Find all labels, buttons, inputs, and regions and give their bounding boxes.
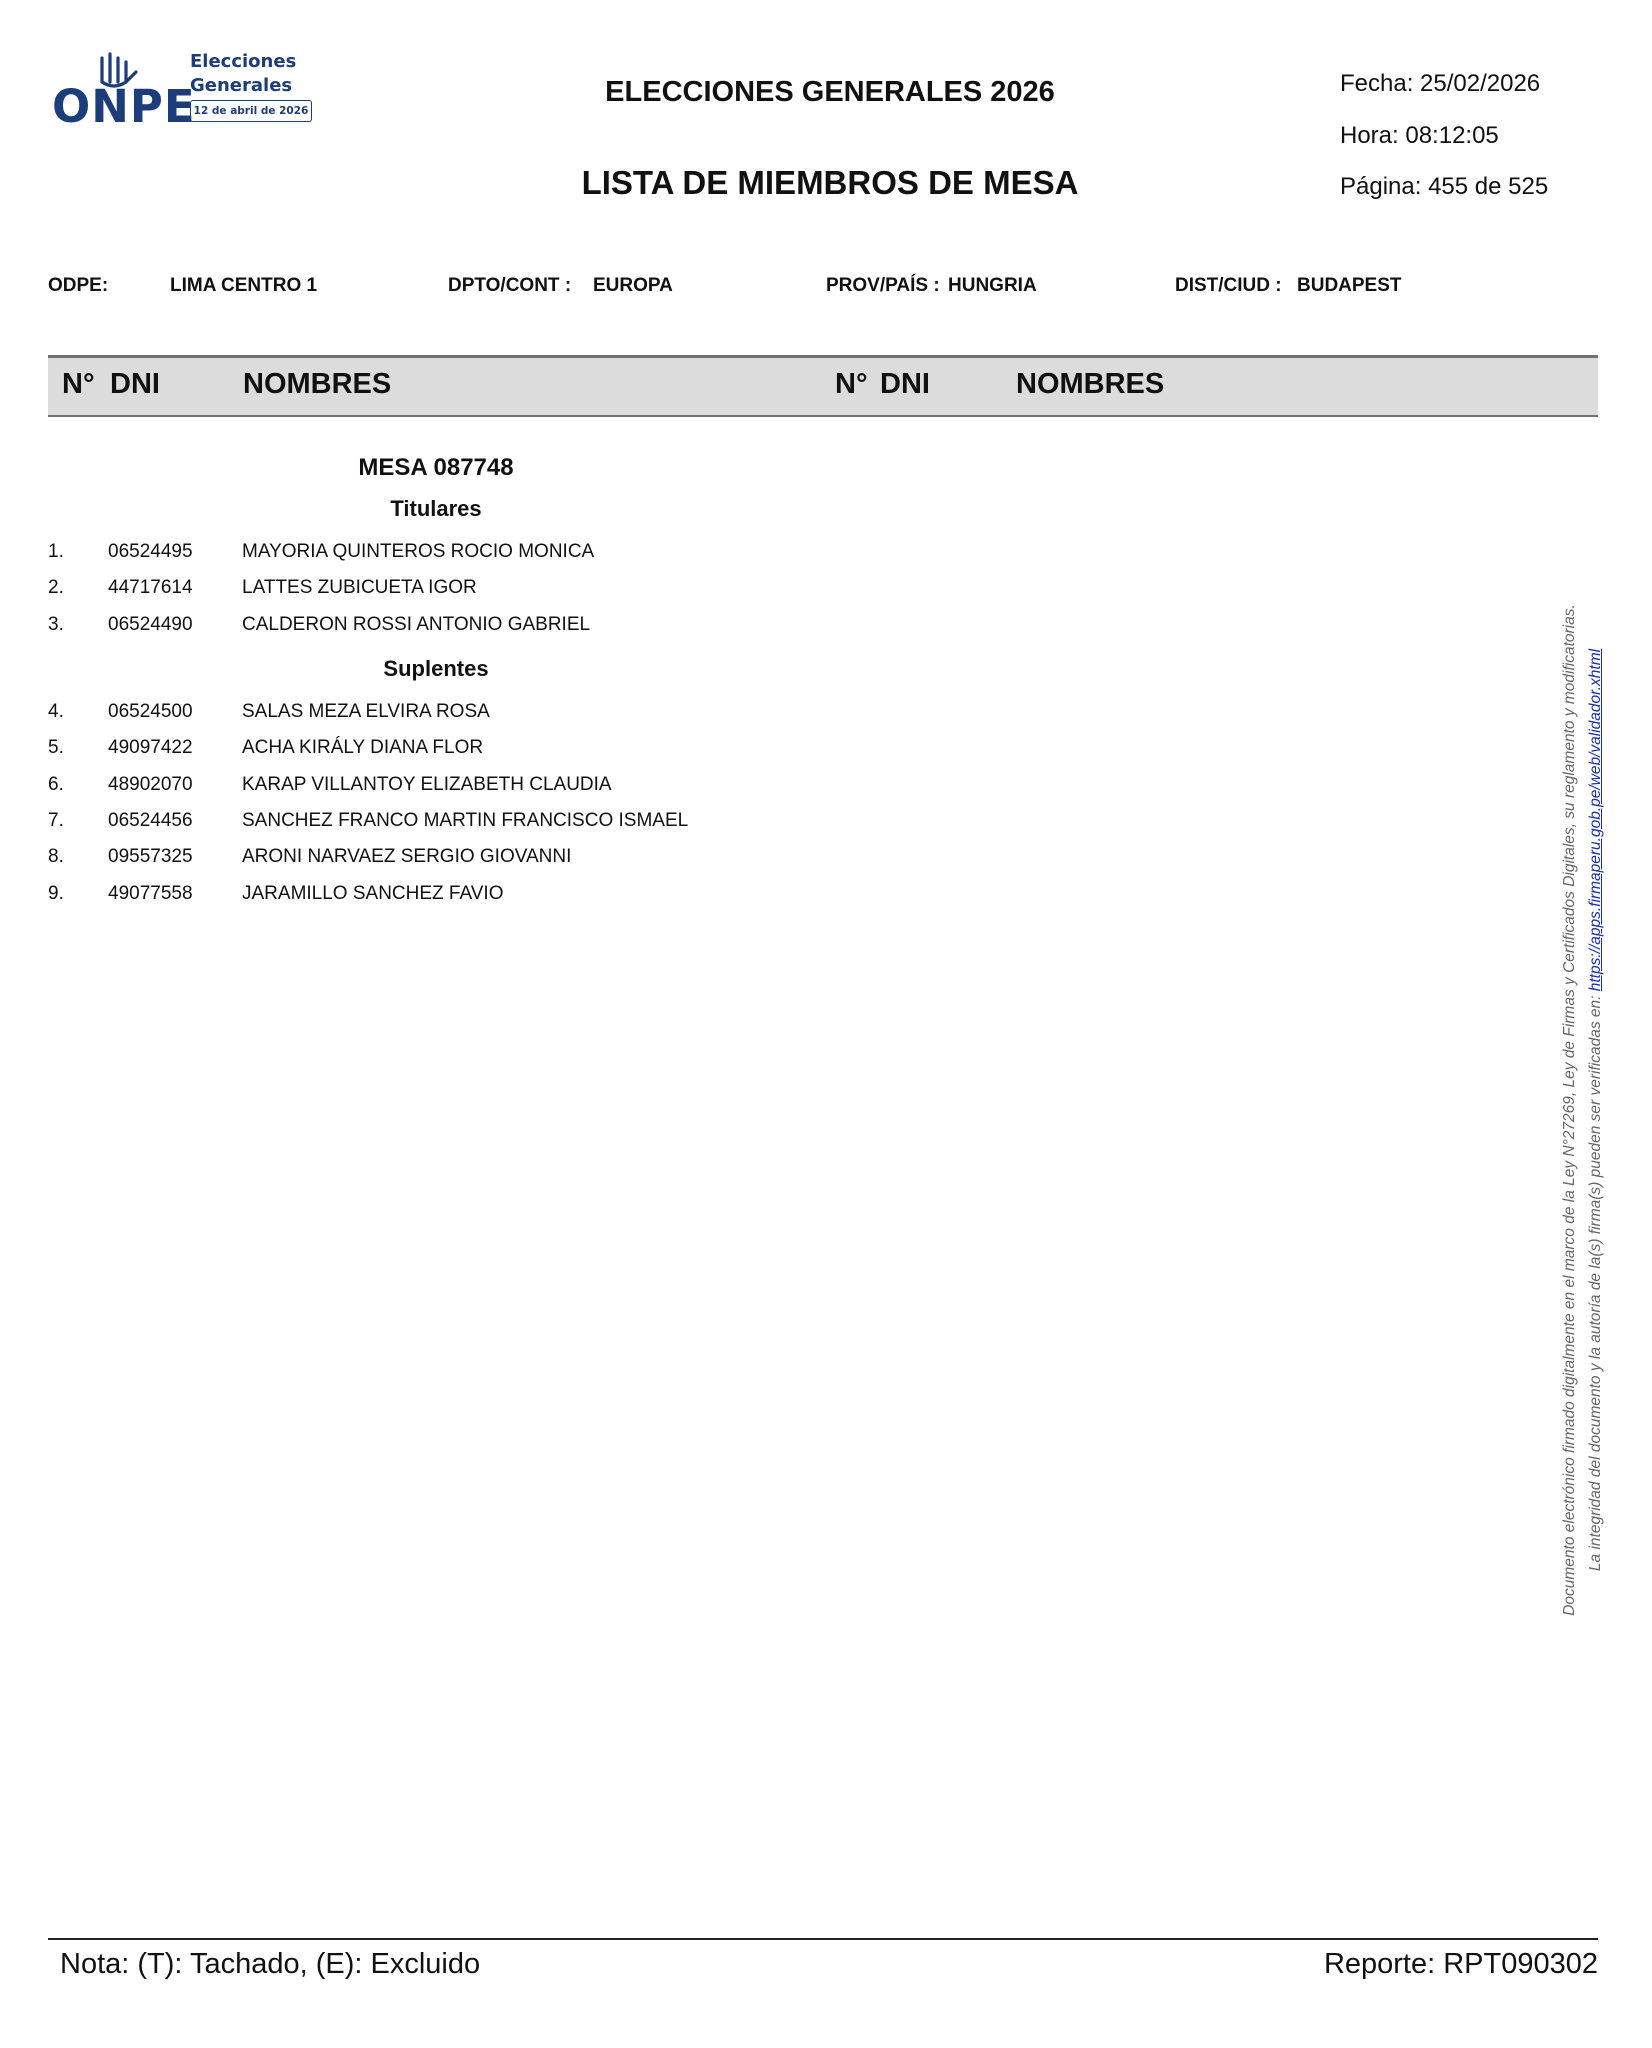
document-title: ELECCIONES GENERALES 2026 (605, 76, 1055, 108)
header-num-2: N° (835, 368, 868, 400)
member-dni: 06524456 (108, 810, 193, 831)
member-name: SALAS MEZA ELVIRA ROSA (242, 701, 490, 722)
member-dni: 06524490 (108, 614, 193, 635)
header-dni-2: DNI (880, 368, 930, 400)
footer-report-code: Reporte: RPT090302 (1323, 1948, 1598, 1980)
signature-note-prefix: La integridad del documento y la autoría de la(s) firma(s) pueden ser verificadas en: (1587, 991, 1604, 1572)
logo-subtitle-line1: Elecciones (190, 51, 297, 72)
member-name: CALDERON ROSSI ANTONIO GABRIEL (242, 614, 591, 635)
document-subtitle: LISTA DE MIEMBROS DE MESA (581, 164, 1079, 201)
member-dni: 06524500 (108, 701, 193, 722)
logo-subtitle (190, 50, 296, 98)
digital-signature-note (1557, 560, 1609, 1660)
member-dni: 09557325 (108, 846, 193, 867)
logo-date-badge: 12 de abril de 2026 (190, 100, 312, 122)
onpe-logo (48, 44, 320, 134)
footer-note: Nota: (T): Tachado, (E): Excluido (60, 1948, 481, 1980)
member-num: 3. (48, 614, 64, 635)
header-nombres-2: NOMBRES (1016, 368, 1165, 400)
member-num: 7. (48, 810, 64, 831)
member-name: KARAP VILLANTOY ELIZABETH CLAUDIA (242, 774, 612, 795)
prov-label: PROV/PAÍS : (826, 275, 940, 296)
fecha-value: Fecha: 25/02/2026 (1340, 70, 1541, 97)
member-num: 8. (48, 846, 64, 867)
prov-value: HUNGRIA (948, 275, 1037, 296)
header-num: N° (62, 368, 95, 400)
signature-note-line1: Documento electrónico firmado digitalmente en el marco de la Ley N°27269, Ley de Firmas y Certificados Digitales, su reglamento y modificatorias. (1561, 604, 1578, 1616)
member-num: 2. (48, 577, 64, 598)
member-name: LATTES ZUBICUETA IGOR (242, 577, 477, 598)
member-num: 1. (48, 541, 64, 562)
titulares-heading: Titulares (390, 496, 482, 521)
member-name: ARONI NARVAEZ SERGIO GIOVANNI (242, 846, 572, 867)
header-dni: DNI (110, 368, 160, 400)
dist-label: DIST/CIUD : (1175, 275, 1282, 296)
member-dni: 44717614 (108, 577, 193, 598)
odpe-label: ODPE: (48, 275, 109, 296)
member-name: JARAMILLO SANCHEZ FAVIO (242, 883, 504, 904)
dist-value: BUDAPEST (1297, 275, 1402, 296)
member-num: 5. (48, 737, 64, 758)
member-name: SANCHEZ FRANCO MARTIN FRANCISCO ISMAEL (242, 810, 689, 831)
logo-wordmark: ONPE (52, 80, 196, 133)
logo-subtitle-line2: Generales (190, 75, 293, 96)
member-name: MAYORIA QUINTEROS ROCIO MONICA (242, 541, 595, 562)
mesa-title: MESA 087748 (358, 454, 514, 481)
suplentes-heading: Suplentes (383, 656, 489, 681)
member-dni: 48902070 (108, 774, 193, 795)
signature-note-line2 (1583, 560, 1609, 1660)
member-num: 6. (48, 774, 64, 795)
member-name: ACHA KIRÁLY DIANA FLOR (242, 737, 484, 758)
hora-value: Hora: 08:12:05 (1340, 122, 1499, 149)
header-nombres: NOMBRES (243, 368, 392, 400)
member-num: 9. (48, 883, 64, 904)
member-dni: 06524495 (108, 541, 193, 562)
validator-link[interactable]: https://apps.firmaperu.gob.pe/web/validador.xhtml (1587, 648, 1604, 992)
member-dni: 49097422 (108, 737, 193, 758)
footer-divider (48, 1938, 1598, 1940)
pagina-value: Página: 455 de 525 (1340, 173, 1549, 200)
member-dni: 49077558 (108, 883, 193, 904)
odpe-value: LIMA CENTRO 1 (170, 275, 318, 296)
dpto-value: EUROPA (593, 275, 673, 296)
dpto-label: DPTO/CONT : (448, 275, 572, 296)
member-num: 4. (48, 701, 64, 722)
